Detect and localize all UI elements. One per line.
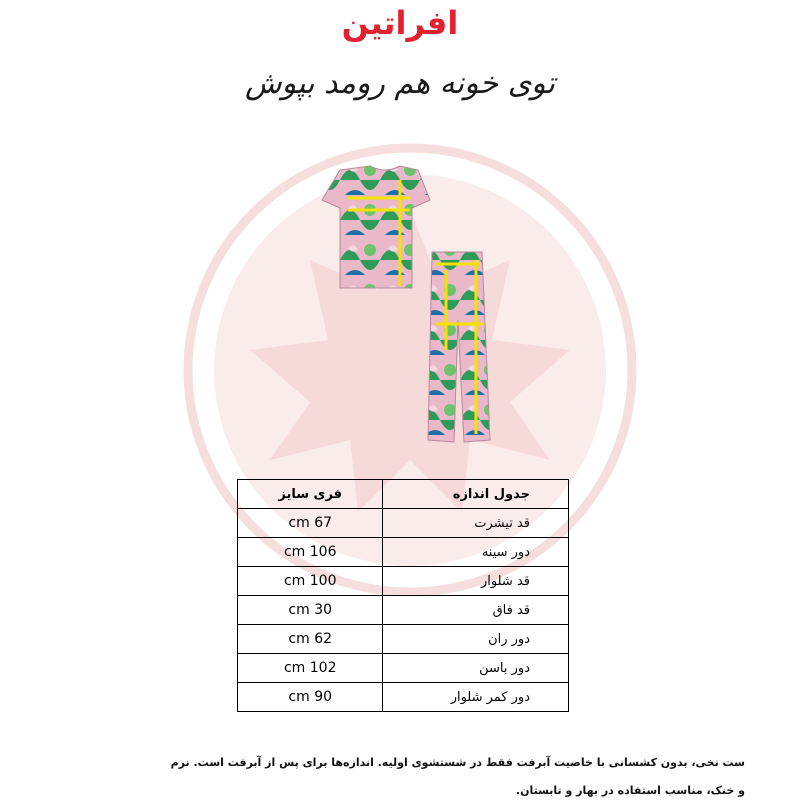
table-row [238, 683, 569, 712]
page-tagline: توی خونه هم رومد بپوش [244, 66, 556, 101]
row-label: دور کمر شلوار [383, 683, 569, 712]
table-row [238, 509, 569, 538]
description-line-2: و خنک، مناسب استفاده در بهار و تابستان. [515, 784, 745, 797]
size-table-header-name: جدول اندازه [383, 480, 569, 509]
table-row [238, 596, 569, 625]
row-value: 106 cm [238, 538, 383, 567]
product-description [40, 749, 745, 805]
pajama-set-image [300, 160, 540, 450]
size-table [237, 479, 569, 712]
size-table-header [238, 480, 569, 509]
row-label: دور سینه [383, 538, 569, 567]
description-line-1: ست نخی، بدون کشسانی با خاصیت آبرفت فقط در شستشوی اولیه. اندازه‌ها برای پس از آبرفت است. نرم [170, 756, 745, 769]
row-label: قد شلوار [383, 567, 569, 596]
row-value: 30 cm [238, 596, 383, 625]
table-row [238, 567, 569, 596]
table-row [238, 625, 569, 654]
table-row [238, 654, 569, 683]
row-label: دور باسن [383, 654, 569, 683]
row-value: 100 cm [238, 567, 383, 596]
row-value: 90 cm [238, 683, 383, 712]
row-label: دور ران [383, 625, 569, 654]
size-table-header-value: فری سایز [238, 480, 383, 509]
row-value: 102 cm [238, 654, 383, 683]
row-label: قد تیشرت [383, 509, 569, 538]
row-value: 67 cm [238, 509, 383, 538]
table-row [238, 538, 569, 567]
brand-logo: افراتین [341, 4, 459, 42]
row-label: قد فاق [383, 596, 569, 625]
row-value: 62 cm [238, 625, 383, 654]
